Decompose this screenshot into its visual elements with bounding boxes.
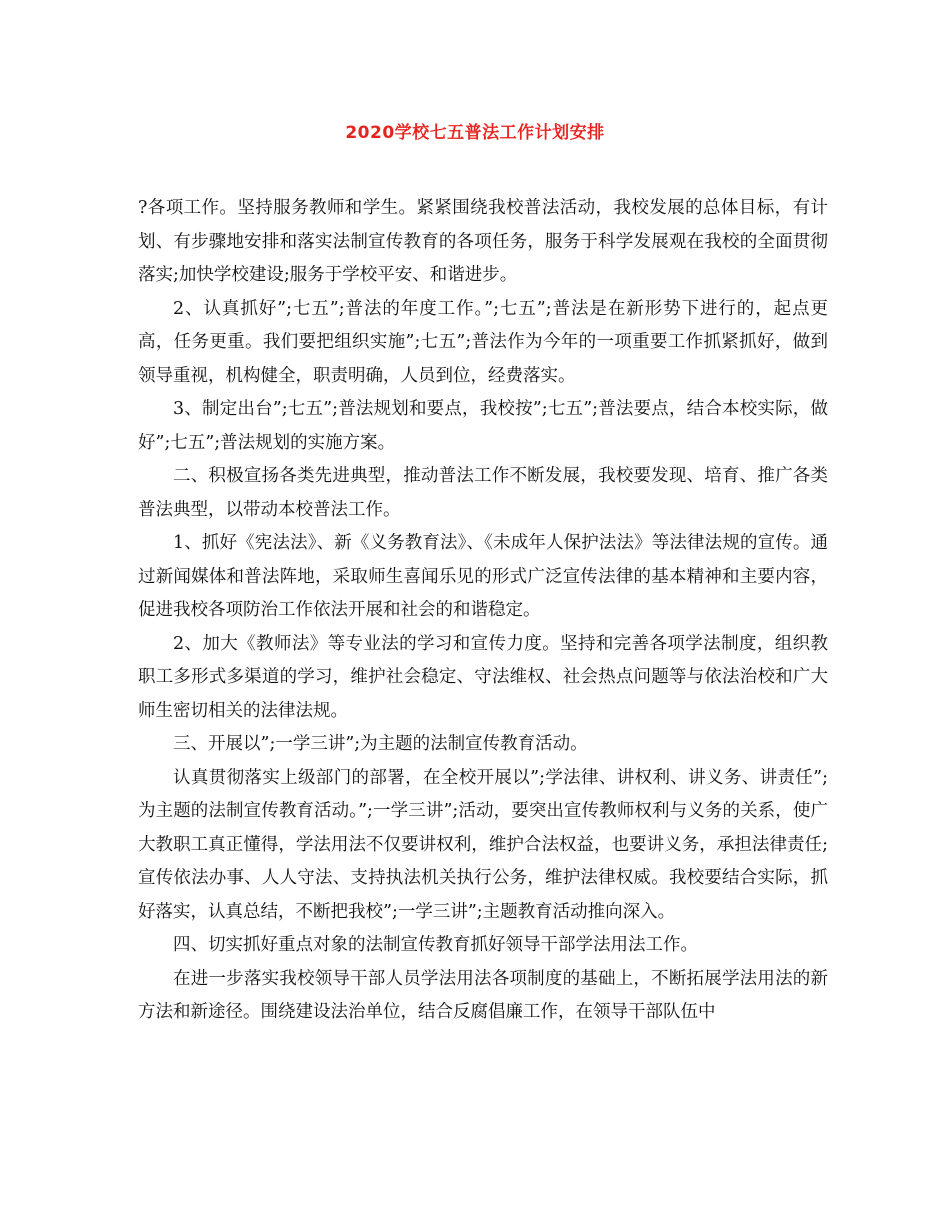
paragraph: 3、制定出台”;七五”;普法规划和要点，我校按”;七五”;普法要点，结合本校实际，做好”;七五”;普法规划的实施方案。 (138, 399, 828, 453)
paragraph: 2、认真抓好”;七五”;普法的年度工作。”;七五”;普法是在新形势下进行的，起点更高，任务更重。我们要把组织实施”;七五”;普法作为今年的一项重要工作抓紧抓好，做到领导重视，机构健全，职责明确，人员到位，经费落实。 (138, 298, 828, 386)
paragraph: 在进一步落实我校领导干部人员学法用法各项制度的基础上，不断拓展学法用法的新方法和新途径。围绕建设法治单位，结合反腐倡廉工作，在领导干部队伍中 (138, 968, 828, 1022)
document-title: 2020学校七五普法工作计划安排 (345, 123, 605, 143)
document-body (138, 192, 828, 1030)
section-heading-2: 二、积极宣扬各类先进典型，推动普法工作不断发展，我校要发现、培育、推广各类普法典型，以带动本校普法工作。 (138, 466, 828, 520)
paragraph: 2、加大《教师法》等专业法的学习和宣传力度。坚持和完善各项学法制度，组织教职工多形式多渠道的学习，维护社会稳定、守法维权、社会热点问题等与依法治校和广大师生密切相关的法律法规。 (138, 633, 828, 721)
paragraph: 认真贯彻落实上级部门的部署，在全校开展以”;学法律、讲权利、讲义务、讲责任”;为主题的法制宣传教育活动。”;一学三讲”;活动，要突出宣传教师权利与义务的关系，使广大教职工真正懂得，学法用法不仅要讲权利，维护合法权益，也要讲义务，承担法律责任;宣传依法办事、人人守法、支持执法机关执行公务，维护法律权威。我校要结合实际，抓好落实，认真总结，不断把我校”;一学三讲”;主题教育活动推向深入。 (138, 767, 828, 922)
section-heading-3: 三、开展以”;一学三讲”;为主题的法制宣传教育活动。 (173, 734, 588, 754)
section-heading-4: 四、切实抓好重点对象的法制宣传教育抓好领导干部学法用法工作。 (173, 935, 698, 955)
paragraph: 1、抓好《宪法法》、新《义务教育法》、《未成年人保护法法》等法律法规的宣传。通过新闻媒体和普法阵地，采取师生喜闻乐见的形式广泛宣传法律的基本精神和主要内容，促进我校各项防治工作依法开展和社会的和谐稳定。 (138, 533, 828, 620)
paragraph-continuation: ?各项工作。坚持服务教师和学生。紧紧围绕我校普法活动，我校发展的总体目标，有计划、有步骤地安排和落实法制宣传教育的各项任务，服务于科学发展观在我校的全面贯彻落实;加快学校建设;服务于学校平安、和谐进步。 (138, 198, 828, 285)
